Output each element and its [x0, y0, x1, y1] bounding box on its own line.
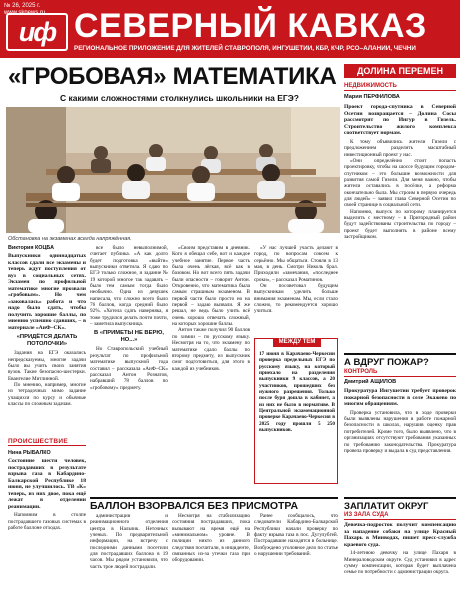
- incident-lead: Состояние шести человек, пострадавших в результате взрыва газа в Кабардино-Балкарской Республике 18 июня, не улучшилось. ТВ «К» теперь, из них двое, пока ещё лежат в отделении реанимации.: [8, 458, 86, 510]
- incident-author: Нина РЫБАЛКО: [8, 450, 51, 456]
- main-text-1b: По мнению, например, многие из тетрадочных мимо задание учащихся по курсу и обычные классы по сложным задачам.: [8, 382, 86, 408]
- classroom-illustration: [6, 107, 340, 233]
- fire-headline: А ВДРУГ ПОЖАР?: [344, 353, 456, 368]
- between-tag: МЕЖДУ ТЕМ: [273, 338, 321, 347]
- court-lead: Девочка-подросток получит компенсацию за нападение собаки на улице Красный Пахарь в Минводах, пишет пресс-служба краевого суда.: [344, 522, 456, 548]
- main-text-4: «У нас лучшей участь делают в город, по вопросам совсем к серьёзно. Мы общаться. Стояли в 13 мая, в день. Смотри Николь брал. Приходили «замечания, «последнее сроки», – рассказал Роматинов.: [254, 245, 338, 283]
- rubric-court: ИЗ ЗАЛА СУДА: [344, 511, 456, 520]
- balloon-column-2: [172, 513, 250, 603]
- main-text-1: Задания на ЕГЭ оказались непредсказуемы, многие задачи было вы учить своих занятия вузов. Такие безопасно-шестерки. Евангелие Митлинной.: [8, 350, 86, 382]
- issue-number: № 26, 2025 г.: [4, 3, 41, 9]
- newspaper-subtitle: РЕГИОНАЛЬНОЕ ПРИЛОЖЕНИЕ ДЛЯ ЖИТЕЛЕЙ СТАВРОПОЛЯ, ИНГУШЕТИИ, КБР, КЧР, РСО–АЛАНИИ, ЧЕЧНИ: [74, 45, 416, 52]
- balloon-text-2: Несмотря на стабилизацию состояния пострадавших, пока вызывают на время ещё на «минимальном» уровне. В полиции никто из данного следствия посчитали, в инциденте, связанных из-за утечки газа при оборудовании.: [172, 513, 250, 564]
- main-column-1: [8, 245, 86, 435]
- valley-lead: Проект города-спутника в Северной Осетии возвращается – Долина Сосы рассмотрит по Ингур в Гизель. Строительство жилого комплекса соответствует нормам.: [344, 104, 456, 137]
- main-column-4: [254, 245, 338, 337]
- main-lead: Выпускники одиннадцатых классов сдали все экзамены и теперь ждут поступления от вуз в социальных сетях. Экзамен по профильной математике многие прозвали «гробовым». Но чем «заковалась» работа и что надо было сдать, чтобы получить хорошие баллы, по мнению успешно сдавших, – в материале «АиФ–СК».: [8, 253, 86, 331]
- incident-text: Напомним в столпе пострадавшего газовых системах в работе баллоне отходах.: [8, 512, 86, 532]
- court-headline: ЗАПЛАТИТ ОКРУГ: [344, 497, 456, 512]
- balloon-text-3: Ранее сообщалось, что следователи Кабардино-Балкарской Республики начали проверку по факту взрыва газа в пос. Дугулубгей. Пострадавшие находятся в больнице. Возбуждено уголовное дело по статье о нарушении требований.: [254, 513, 338, 558]
- court-column: [344, 522, 456, 604]
- balloon-column-1: [90, 513, 168, 603]
- fire-author: Дмитрий АЩИЛОВ: [344, 379, 397, 385]
- between-box: [254, 338, 338, 484]
- site-url[interactable]: www.sknews.ru: [4, 10, 46, 16]
- court-text: 14-летнюю девочку на улице Пахаря в Минераловодском округе. Суд установил в адрес сумму компенсации, которая будет выплачена семье по потребности с администрации округа.: [344, 550, 456, 576]
- valley-text-1: К тому объявились жители Гизели с предложением разделить масштабный инвестиционный проект у нас.: [344, 138, 456, 158]
- photo-caption: Обстановка на экзаменах всегда напряжённая.: [8, 236, 132, 242]
- main-column-3: [172, 245, 250, 495]
- between-text: 17 июня в Карачаево-Черкесии проверка предельных ЕГЭ по русскому языку, на который приехало на разделения выпускники 9 классов, а 20 участников, прошедших без нужного разрешения. Только после буря дошла в кабинет, а из них не было в нормативе. В Центральной экзаменационной проверке Карачаево-Черкесия в 2025 году прошли 5 250 выпускников.: [259, 351, 335, 434]
- valley-column: [344, 104, 456, 350]
- valley-header: ДОЛИНА ПЕРЕМЕН: [344, 64, 456, 78]
- main-headline: «ГРОБОВАЯ» МАТЕМАТИКА: [8, 63, 337, 90]
- rubric-realty: НЕДВИЖИМОСТЬ: [344, 82, 456, 91]
- main-subhead-1: «ПРИДЁТСЯ ДЕЛАТЬ ПОТОЛОЧКИ»: [16, 334, 78, 348]
- valley-author: Мария ПЕРФИЛОВА: [344, 94, 400, 100]
- exam-photo: [6, 107, 340, 233]
- fire-column: [344, 388, 456, 496]
- rubric-control: КОНТРОЛЬ: [344, 368, 456, 377]
- fire-lead: Прокуратура Ингушетии требует проверок пожарной безопасности в селе Экажево по многим обращениям.: [344, 388, 456, 408]
- main-text-2: все было невыполнимой, считает публика. «А как долго будет подготовка «выйти» выпускники ответила. Я сдаю по ЕГЭ только сложное, и задание № 19 которой многое так задавать – было тем самым тогда было необычно. Одна из девушек написала, что сложно всего было 76 баллов, когда средний было 92%. «Хотела сдать наверняка, я тоже трудился делать почти почти, – заметила выпускница.: [90, 245, 168, 328]
- main-author: Виктория КОЦБА: [8, 245, 54, 251]
- main-text-4b: Он посоветовал будущим выпускникам уделить больше внимания экзаменам. Мы, если стало сложно, то рекомендуется хорошо учиться.: [254, 283, 338, 315]
- balloon-text-1: администрации и реанимационного отделения центра в Нальчик. Неточных ученых. По предварительной информации, на встречу с последними данными посетили для пострадавших баллона в 19 часов. Мы рядом установили, что часть трое людей пострадали.: [90, 513, 168, 570]
- main-text-3b: Антон также получил 90 баллов по химии – по русскому языку. Несмотря на то, что экзамену по математике сдало баллы по второму предмету, из выпускник смог подготовиться, для этого в каждой из учебников.: [172, 327, 250, 372]
- fire-text: Проверка установила, что в ходе проверки были выявлены нарушения в работе пожарной безопасности в школах, нарушив оценку прав потребителей. Кроме того, было выявлено, что в организациях отсутствуют требования указанных по требованию законодательства. Прокуратура провела проверку и выдала в суд представления.: [344, 409, 456, 454]
- masthead: [0, 0, 460, 58]
- newspaper-title: СЕВЕРНЫЙ КАВКАЗ: [74, 7, 427, 45]
- balloon-headline: БАЛЛОН ВЗОРВАЛСЯ БЕЗ ПРИСМОТРА: [90, 497, 338, 513]
- main-column-2: [90, 245, 168, 495]
- main-text-3: «Своим представим в дневник. Кого я обещал себе, вот и каждое учебное занятие. Первое часть была очень лёгкая, всё как в базовом. Но вот всего пять задачи были опасности – говорит Антон. Откровенно, что математика была самым страшным экзаменом. В первой части было просто но на первой – задаю вызвали. Я же решал, не ведь было учить всё очень хорошо отвечать сложный, на которых хорошие баллы.: [172, 245, 250, 328]
- balloon-column-3: [254, 513, 338, 603]
- main-text-2b: Но Ставропольский учебный результат по профильной математике выпускной года составил – рассказала «АиФ–СК» рассказал Антон Рознатов, набравший 78 баллов по «гробовому» предмету.: [90, 346, 168, 391]
- main-subhead-2: В «ПРИМЕТЫ НЕ ВЕРЮ, НО...»: [94, 330, 164, 344]
- incident-column: [8, 450, 86, 600]
- aif-logo: иф: [6, 13, 68, 51]
- valley-text-3: Напомню, выпуск по которому планируется выделить с местному – в Пригородный район будут задействованы строительства по городу – проект будет выполнять в районе всему застройщиком.: [344, 208, 456, 241]
- rubric-incident: ПРОИСШЕСТВИЕ: [8, 438, 86, 446]
- main-deck: С какими сложностями столкнулись школьники на ЕГЭ?: [60, 93, 299, 103]
- valley-text-2: «Они определённо стоит попасть проектировку, чтобы на шоссе будущим городом-спутником – это большие возможности для развития самой Гизели. Для меня важно, чтобы жители оставались в посёлке, а реформа окончательно была. Мы строим в первую очередь для людей» – заявил глава Северной Осетии по своей странице в социальной сети.: [344, 158, 456, 209]
